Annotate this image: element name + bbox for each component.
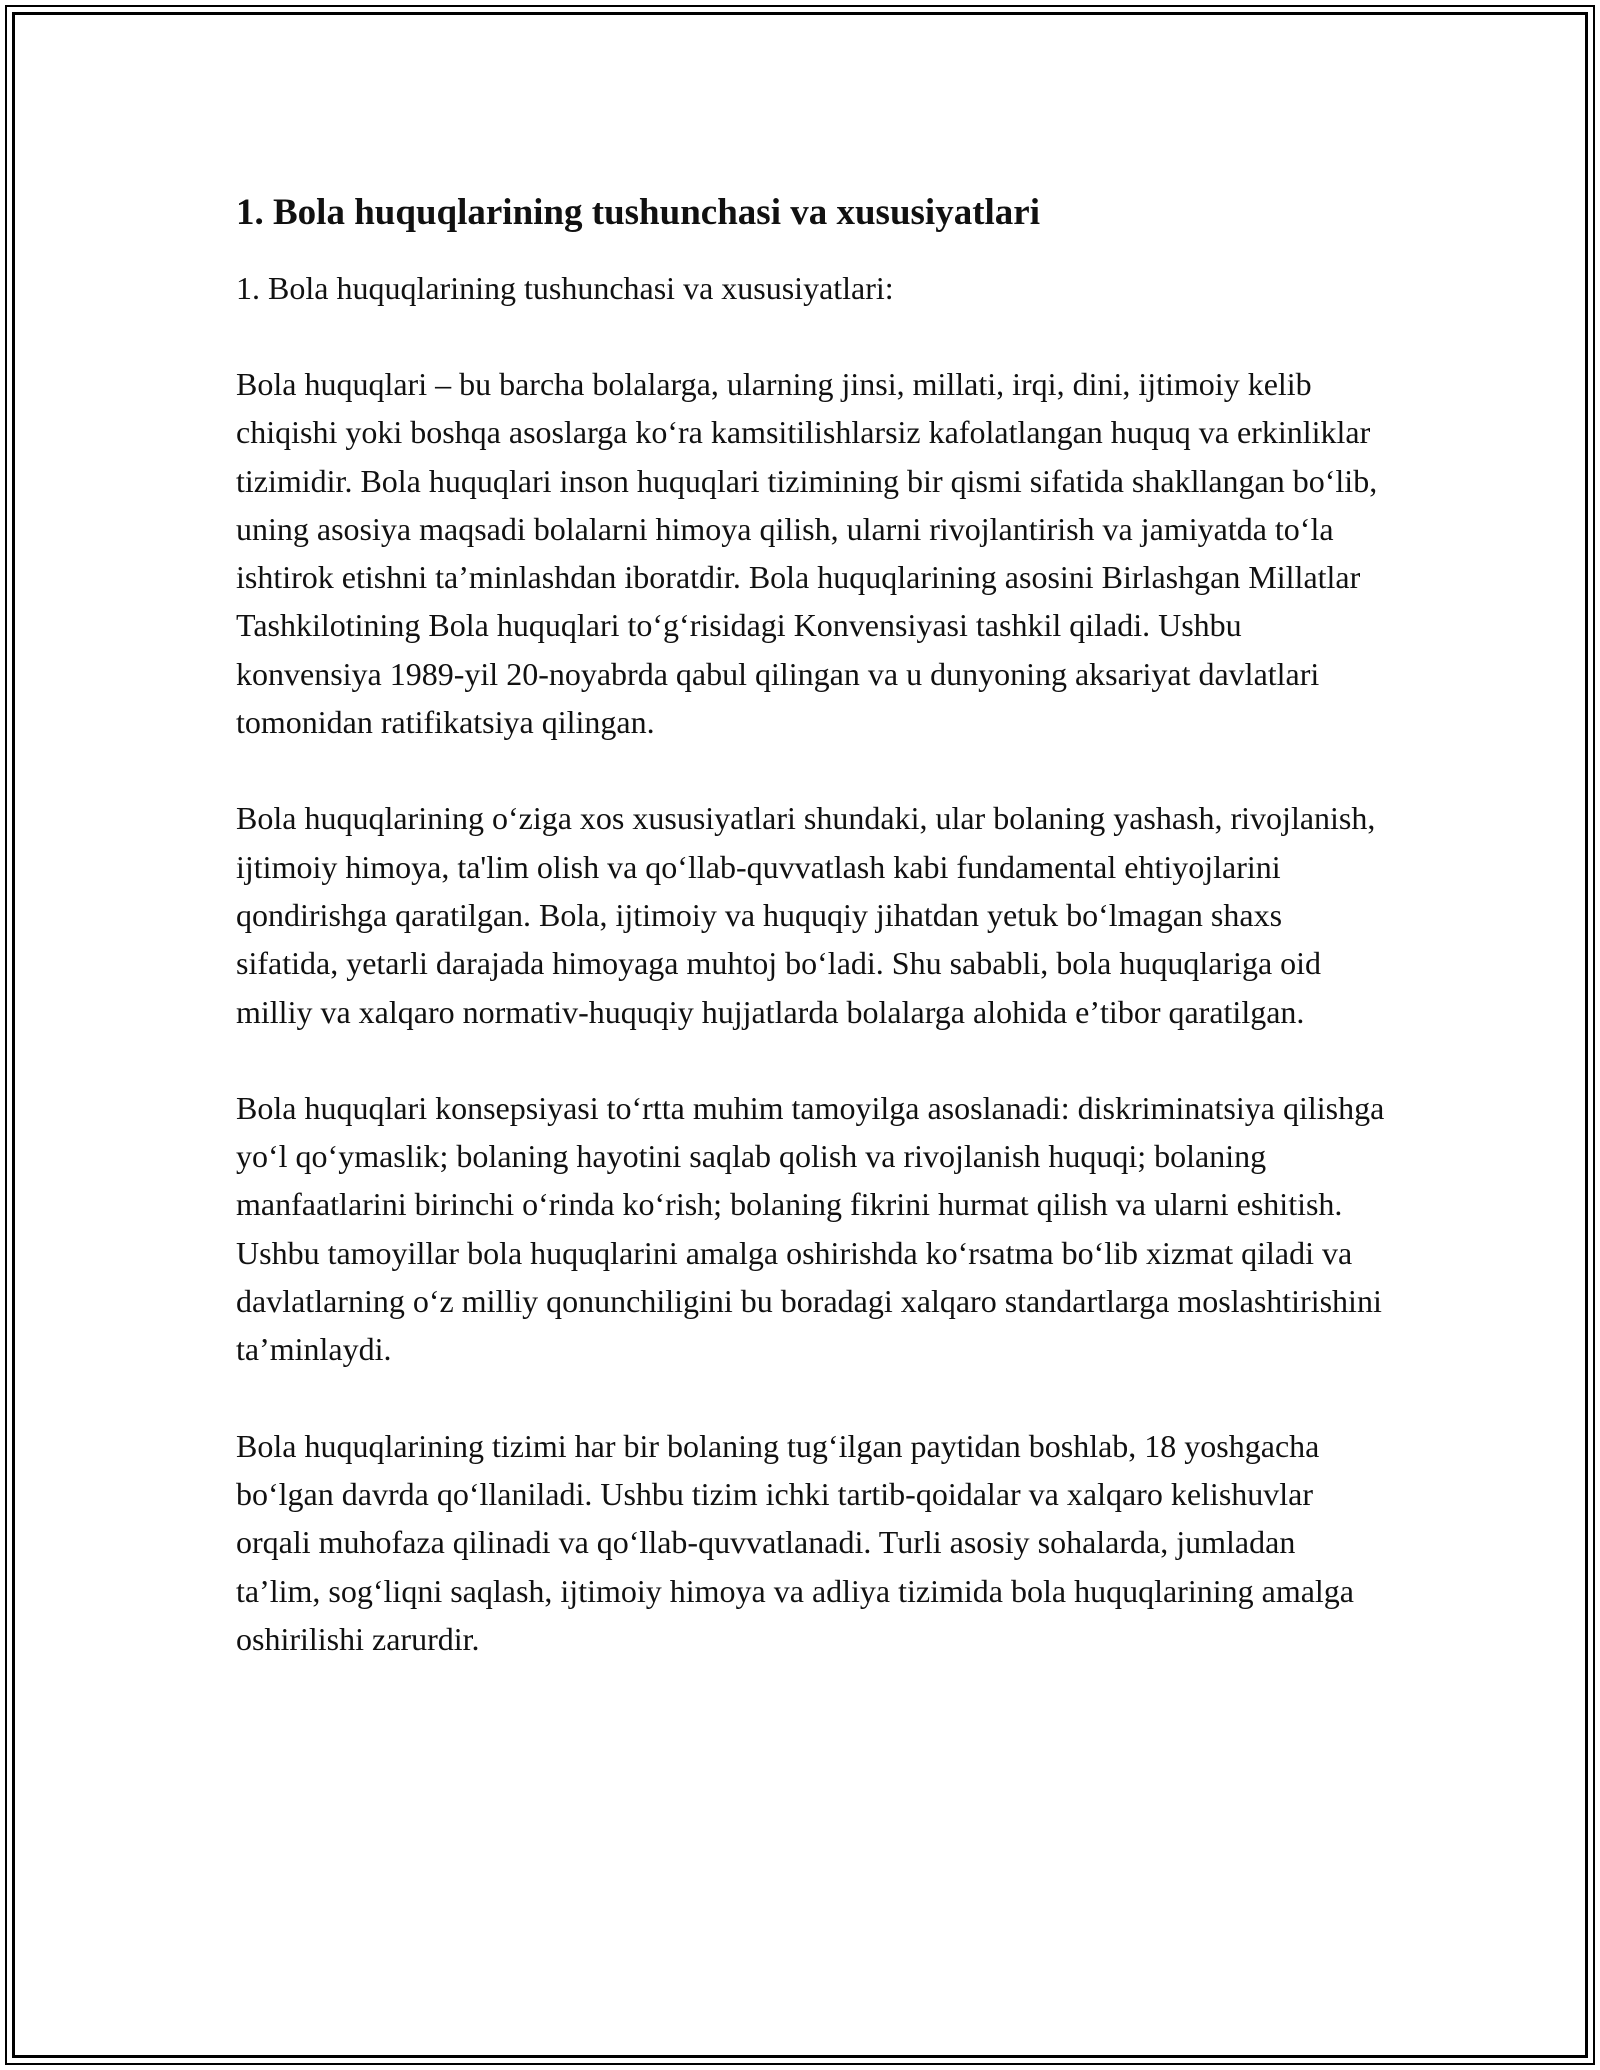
paragraph-definition: Bola huquqlari – bu barcha bolalarga, ularning jinsi, millati, irqi, dini, ijtimoiy kelib chiqishi yoki boshqa asoslarga koʻra kamsitilishlarsiz kafolatlangan huquq va erkinliklar tizimidir. Bola huquqlari inson huquqlari tizimining bir qismi sifatida shakllangan boʻlib, uning asosiya maqsadi bolalarni himoya qilish, ularni rivojlantirish va jamiyatda toʻla ishtirok etishni taʼminlashdan iboratdir. Bola huquqlarining asosini Birlashgan Millatlar Tashkilotining Bola huquqlari toʻgʻrisidagi Konvensiyasi tashkil qiladi. Ushbu konvensiya 1989-yil 20-noyabrda qabul qilingan va u dunyoning aksariyat davlatlari tomonidan ratifikatsiya qilingan. <box>236 366 1378 741</box>
document-title: 1. Bola huquqlarining tushunchasi va xususiyatlari <box>236 192 1041 233</box>
paragraph-features: Bola huquqlarining oʻziga xos xususiyatlari shundaki, ular bolaning yashash, rivojlanish, ijtimoiy himoya, ta'lim olish va qoʻllab-quvvatlash kabi fundamental ehtiyojlarini qondirishga qaratilgan. Bola, ijtimoiy va huquqiy jihatdan yetuk boʻlmagan shaxs sifatida, yetarli darajada himoyaga muhtoj boʻladi. Shu sababli, bola huquqlariga oid milliy va xalqaro normativ-huquqiy hujjatlarda bolalarga alohida eʼtibor qaratilgan. <box>236 800 1376 1030</box>
paragraph-system: Bola huquqlarining tizimi har bir bolaning tugʻilgan paytidan boshlab, 18 yoshgacha boʻlgan davrda qoʻllaniladi. Ushbu tizim ichki tartib-qoidalar va xalqaro kelishuvlar orqali muhofaza qilinadi va qoʻllab-quvvatlanadi. Turli asosiy sohalarda, jumladan taʼlim, sogʻliqni saqlash, ijtimoiy himoya va adliya tizimida bola huquqlarining amalga oshirilishi zarurdir. <box>236 1427 1354 1657</box>
section-subtitle: 1. Bola huquqlarining tushunchasi va xususiyatlari: <box>236 270 894 306</box>
document-body <box>236 188 1386 1711</box>
paragraph-principles: Bola huquqlari konsepsiyasi toʻrtta muhim tamoyilga asoslanadi: diskriminatsiya qilishga yoʻl qoʻymaslik; bolaning hayotini saqlab qolish va rivojlanish huquqi; bolaning manfaatlarini birinchi oʻrinda koʻrish; bolaning fikrini hurmat qilish va ularni eshitish. Ushbu tamoyillar bola huquqlarini amalga oshirishda koʻrsatma boʻlib xizmat qiladi va davlatlarning oʻz milliy qonunchiligini bu boradagi xalqaro standartlarga moslashtirishini taʼminlaydi. <box>236 1089 1385 1368</box>
